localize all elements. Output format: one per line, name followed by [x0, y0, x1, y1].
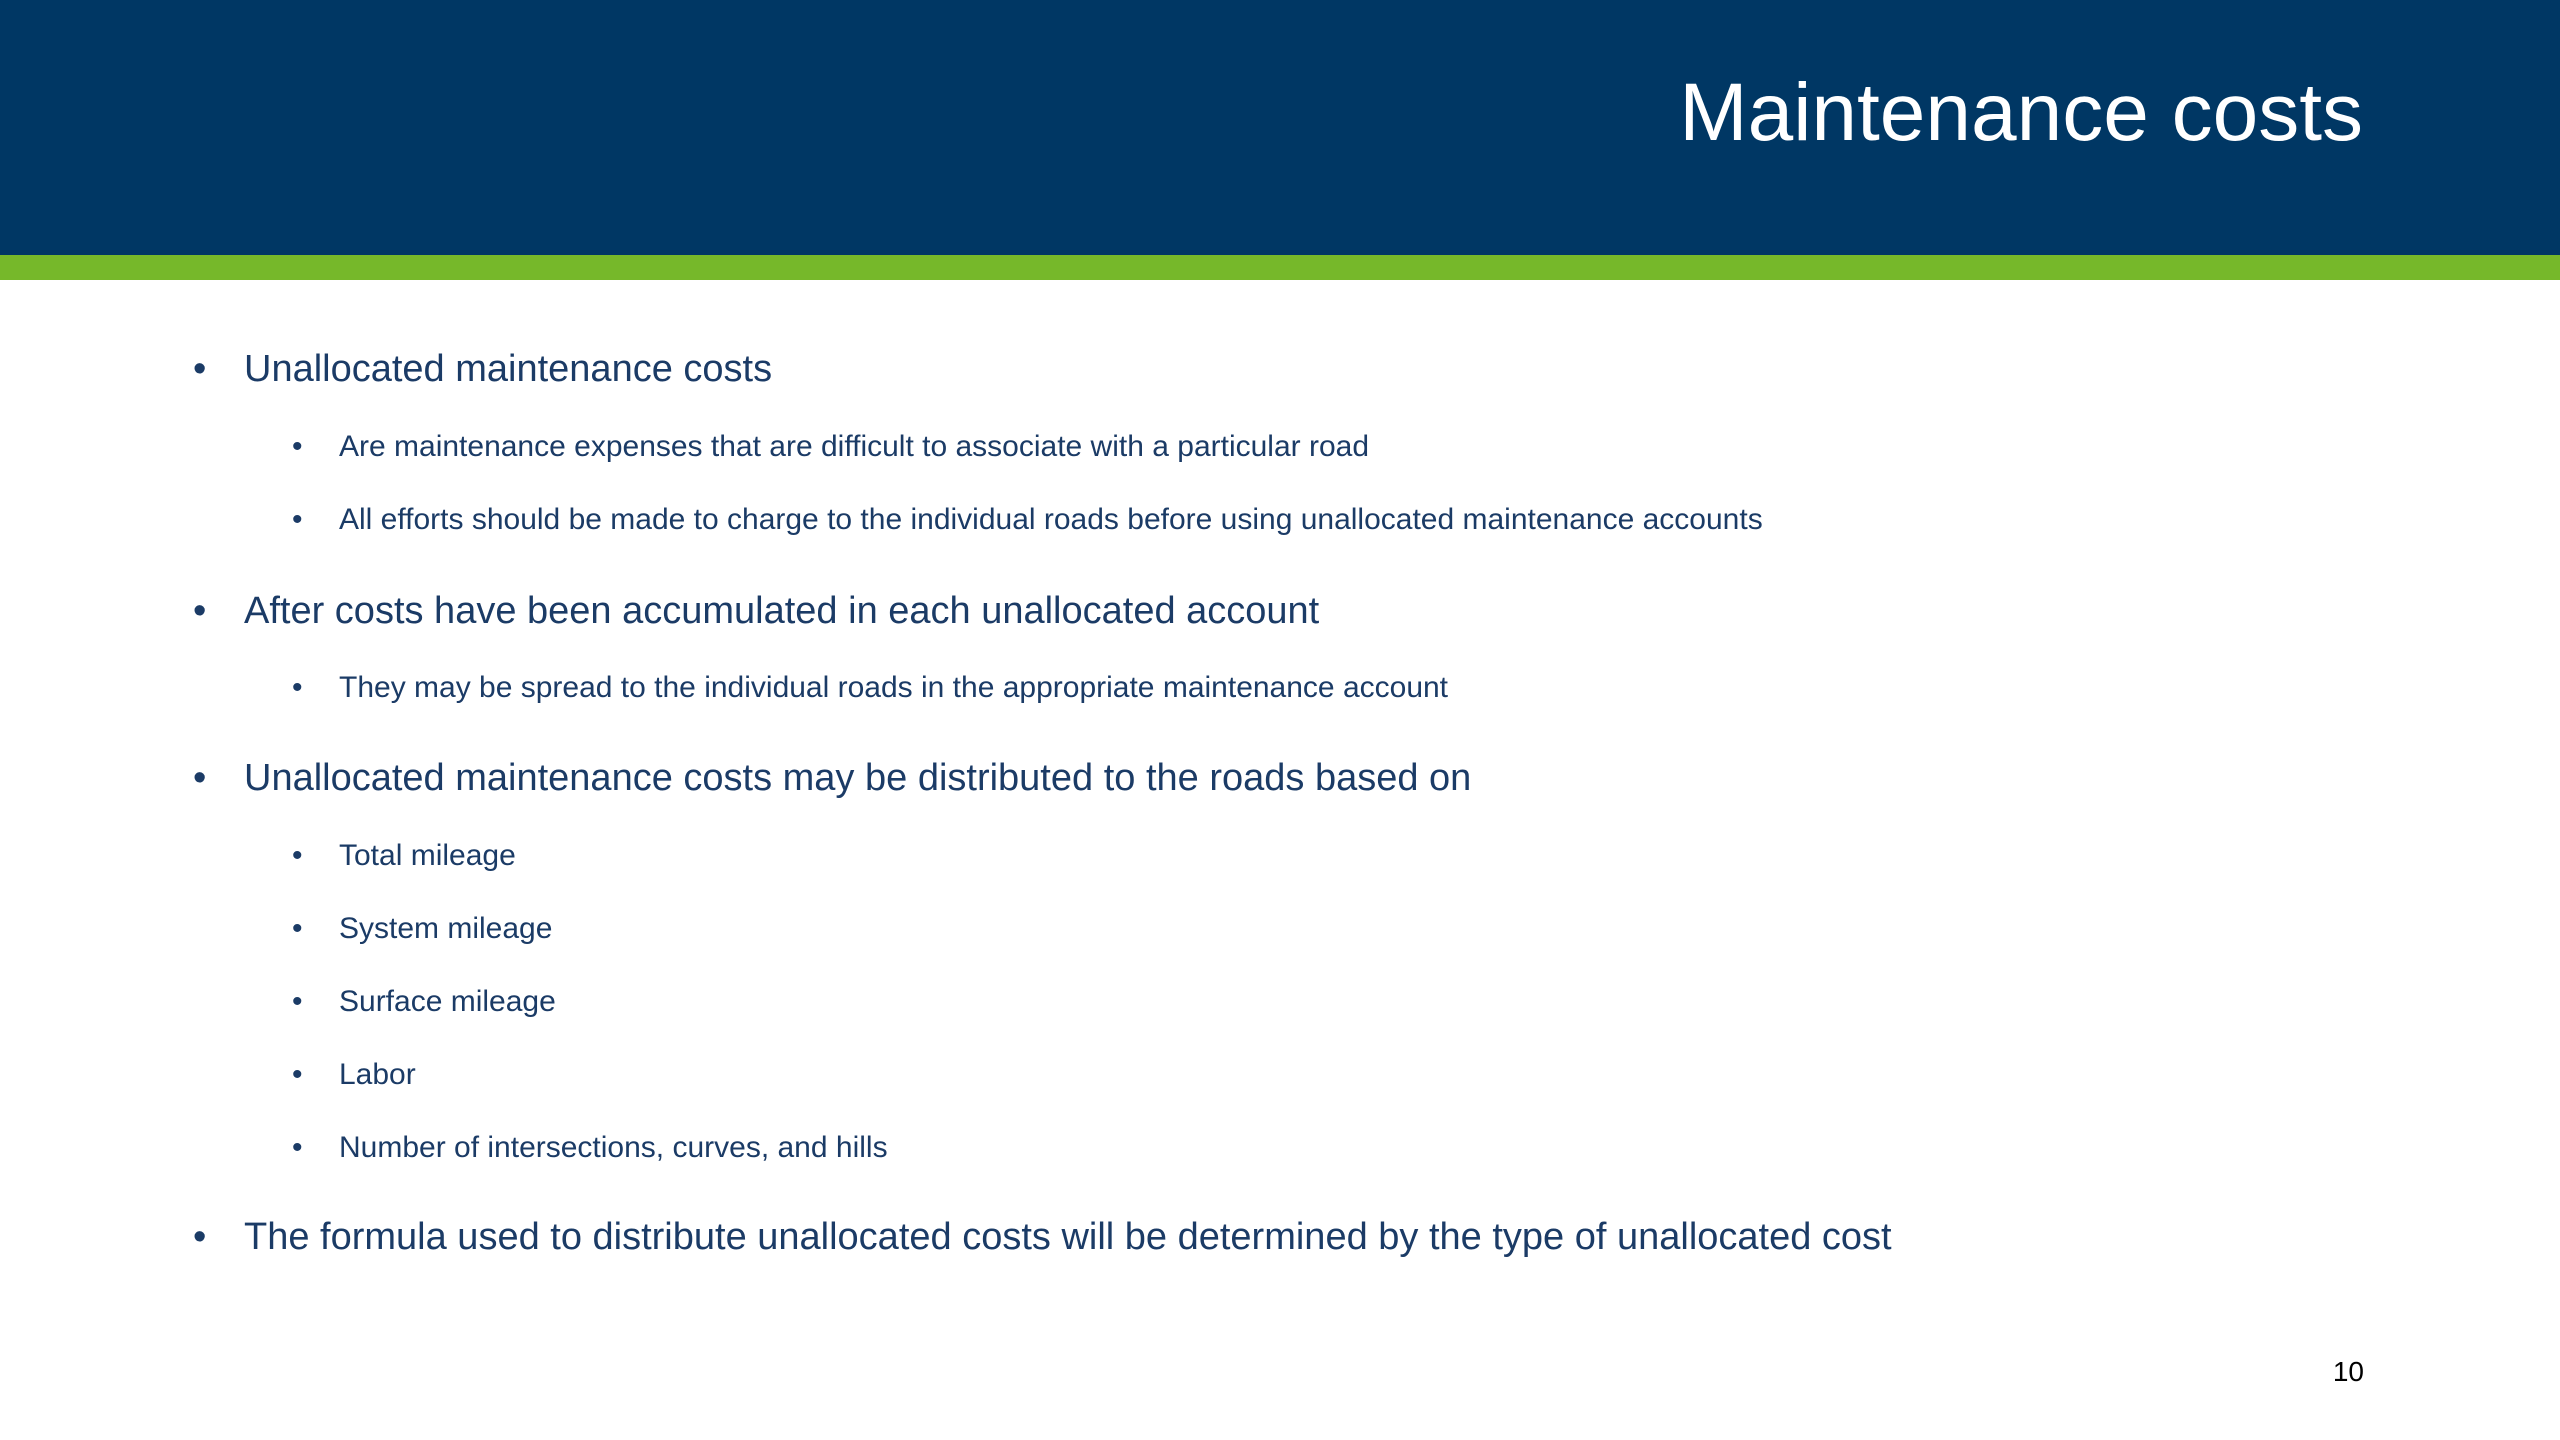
bullet-marker: • — [292, 430, 303, 463]
sub-bullet-item — [292, 432, 1369, 462]
page-number: 10 — [2332, 1356, 2364, 1387]
bullet-text: Unallocated maintenance costs — [244, 348, 773, 390]
bullet-marker: • — [292, 1131, 303, 1164]
bullet-item — [193, 592, 1319, 630]
bullet-text: The formula used to distribute unallocated costs will be determined by the type of unallocated cost — [244, 1216, 1892, 1258]
bullet-marker: • — [193, 590, 207, 632]
sub-bullet-text: Labor — [339, 1058, 416, 1091]
bullet-marker: • — [292, 985, 303, 1018]
bullet-text: Unallocated maintenance costs may be distributed to the roads based on — [244, 757, 1472, 799]
bullet-marker: • — [292, 912, 303, 945]
slide-title: Maintenance costs — [1679, 67, 2363, 158]
bullet-item — [193, 1218, 1892, 1256]
bullet-marker: • — [193, 348, 207, 390]
sub-bullet-text: System mileage — [339, 912, 553, 945]
bullet-item — [193, 350, 772, 388]
sub-bullet-text: Number of intersections, curves, and hills — [339, 1131, 888, 1164]
bullet-marker: • — [292, 503, 303, 536]
bullet-marker: • — [292, 671, 303, 704]
sub-bullet-item — [292, 1133, 888, 1163]
sub-bullet-text: Surface mileage — [339, 985, 556, 1018]
sub-bullet-text: They may be spread to the individual roads in the appropriate maintenance account — [339, 671, 1449, 704]
bullet-marker: • — [292, 839, 303, 872]
sub-bullet-item — [292, 987, 556, 1017]
sub-bullet-item — [292, 1060, 416, 1090]
sub-bullet-item — [292, 505, 1763, 535]
bullet-marker: • — [193, 757, 207, 799]
sub-bullet-text: Total mileage — [339, 839, 516, 872]
bullet-item — [193, 759, 1471, 797]
sub-bullet-text: All efforts should be made to charge to the individual roads before using unallocated maintenance accounts — [339, 503, 1763, 536]
sub-bullet-item — [292, 673, 1448, 703]
bullet-text: After costs have been accumulated in each unallocated account — [244, 590, 1320, 632]
bullet-marker: • — [193, 1216, 207, 1258]
sub-bullet-item — [292, 841, 516, 871]
sub-bullet-item — [292, 914, 552, 944]
sub-bullet-text: Are maintenance expenses that are difficult to associate with a particular road — [339, 430, 1370, 463]
bullet-marker: • — [292, 1058, 303, 1091]
